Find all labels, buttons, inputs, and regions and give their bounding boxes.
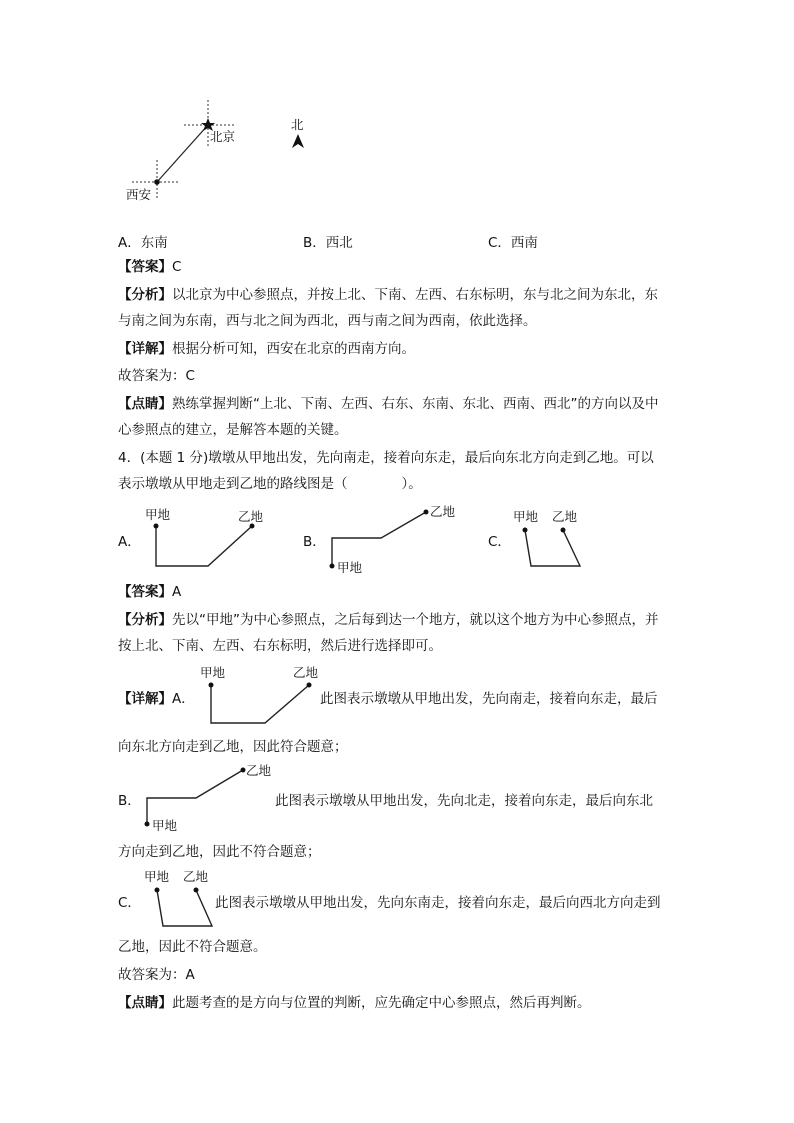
route-path [157, 890, 212, 926]
q3-option-a: A．东南 [118, 235, 168, 251]
direction-map-figure [118, 96, 318, 206]
q3-comment-line2: 心参照点的建立，是解答本题的关键。 [118, 422, 348, 438]
end-label: 乙地 [246, 763, 272, 778]
analysis-tag: 【分析】 [118, 287, 172, 303]
q3-detail [118, 340, 415, 358]
end-point [250, 524, 255, 529]
xian-point [154, 179, 160, 185]
detail-text: 根据分析可知，西安在北京的西南方向。 [172, 341, 415, 357]
detail-route-diagram-c [140, 866, 220, 932]
q4-detail-c-letter: C． [118, 895, 141, 911]
start-label: 甲地 [144, 869, 170, 884]
beijing-label: 北京 [210, 129, 236, 144]
start-label: 甲地 [513, 509, 539, 524]
detail-tag: 【详解】 [118, 341, 172, 357]
detail-a-letter: A． [172, 691, 195, 707]
start-point [209, 683, 214, 688]
route-diagram-c [508, 504, 598, 570]
start-point [145, 822, 150, 827]
route-path [156, 526, 252, 566]
q4-detail-b-letter: B． [118, 793, 141, 809]
start-point [154, 524, 159, 529]
q4-stem-line2: 表示墩墩从甲地走到乙地的路线图是（ ）。 [118, 476, 422, 492]
q3-option-c: C．西南 [488, 235, 538, 251]
answer-tag: 【答案】 [118, 584, 172, 600]
route-path [332, 512, 426, 566]
comment-text: 此题考查的是方向与位置的判断，应先确定中心参照点，然后再判断。 [172, 995, 591, 1011]
end-point [307, 683, 312, 688]
end-point [561, 528, 566, 533]
q4-detail-b-text2: 方向走到乙地，因此不符合题意； [118, 844, 321, 860]
route-path [147, 770, 243, 824]
analysis-text: 先以“甲地”为中心参照点，之后每到达一个地方，就以这个地方为中心参照点，并 [172, 612, 659, 628]
detail-tag: 【详解】 [118, 691, 172, 707]
q4-detail-b-text1: 此图表示墩墩从甲地出发，先向北走，接着向东走，最后向东北 [275, 793, 653, 809]
route-diagram-a [140, 504, 280, 570]
q3-analysis-line2: 与南之间为东南，西与北之间为西北，西与南之间为西南，依此选择。 [118, 313, 537, 329]
end-label: 乙地 [183, 869, 209, 884]
comment-tag: 【点睛】 [118, 396, 172, 412]
comment-text: 熟练掌握判断“上北、下南、左西、右东、东南、东北、西南、西北”的方向以及中 [172, 396, 659, 412]
q4-stem-line1: 4．(本题 1 分)墩墩从甲地出发，先向南走，接着向东走，最后向东北方向走到乙地。可以 [118, 450, 654, 466]
route-path [525, 530, 580, 566]
end-label: 乙地 [552, 509, 578, 524]
comment-tag: 【点睛】 [118, 995, 172, 1011]
north-label: 北 [291, 117, 304, 132]
detail-route-diagram-a [195, 661, 325, 727]
start-point [155, 888, 160, 893]
start-label: 甲地 [152, 818, 178, 833]
analysis-tag: 【分析】 [118, 612, 172, 628]
start-point [523, 528, 528, 533]
q4-option-b-letter: B． [303, 534, 326, 550]
answer-tag: 【答案】 [118, 259, 172, 275]
end-point [241, 768, 246, 773]
route-diagram-b [325, 500, 470, 580]
start-point [330, 564, 335, 569]
q4-detail-a-text2: 向东北方向走到乙地，因此符合题意； [118, 739, 348, 755]
end-point [424, 510, 429, 515]
start-label: 甲地 [200, 665, 226, 680]
q4-answer [118, 583, 181, 601]
end-point [194, 888, 199, 893]
q3-option-b: B．西北 [303, 235, 353, 251]
end-label: 乙地 [238, 509, 264, 524]
q3-final-answer: 故答案为：C [118, 368, 195, 384]
q4-option-a-letter: A． [118, 534, 141, 550]
q4-analysis-line1 [118, 611, 659, 629]
q3-answer [118, 258, 181, 276]
answer-text: C [172, 259, 182, 275]
q4-detail-c-text1: 此图表示墩墩从甲地出发，先向东南走，接着向东走，最后向西北方向走到 [215, 895, 661, 911]
q4-detail-a-lead [118, 687, 195, 707]
q4-detail-c-text2: 乙地，因此不符合题意。 [118, 939, 267, 955]
q4-analysis-line2: 按上北、下南、左西、右东标明，然后进行选择即可。 [118, 638, 442, 654]
analysis-text: 以北京为中心参照点，并按上北、下南、左西、右东标明，东与北之间为东北，东 [172, 287, 658, 303]
start-label: 甲地 [145, 507, 171, 522]
q4-option-c-letter: C． [488, 534, 511, 550]
q4-detail-a-text1: 此图表示墩墩从甲地出发，先向南走，接着向东走，最后 [320, 691, 658, 707]
xian-label: 西安 [126, 187, 152, 202]
end-label: 乙地 [430, 504, 456, 519]
q3-comment-line1 [118, 395, 659, 413]
answer-text: A [172, 584, 182, 600]
q4-final-answer: 故答案为：A [118, 967, 195, 983]
end-label: 乙地 [293, 665, 319, 680]
beijing-xian-route [157, 125, 208, 182]
detail-route-diagram-b [140, 758, 280, 836]
start-label: 甲地 [337, 560, 363, 575]
north-arrow-icon [292, 134, 304, 148]
q4-comment [118, 994, 591, 1012]
route-path [211, 685, 309, 723]
q3-analysis-line1 [118, 286, 658, 304]
